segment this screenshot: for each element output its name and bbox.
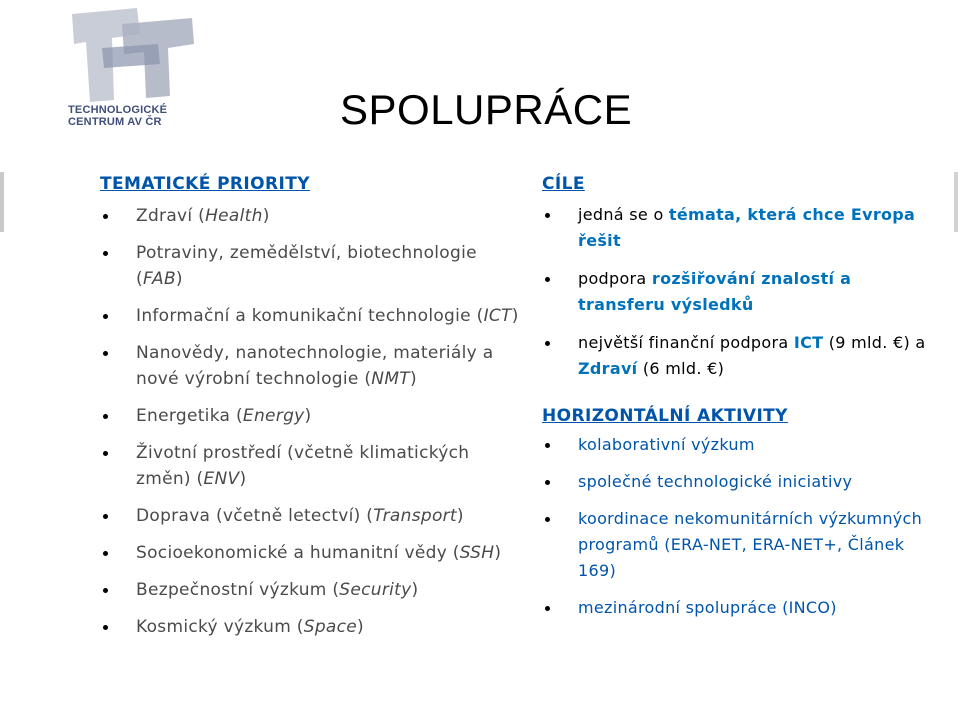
list-item: mezinárodní spolupráce (INCO) — [542, 595, 942, 621]
item-text-end: ) — [262, 206, 270, 226]
item-text-mid: (9 mld. €) a — [823, 333, 926, 352]
item-text-end: ) — [511, 306, 519, 326]
edge-divider-right — [954, 172, 958, 232]
edge-divider-left — [0, 172, 4, 232]
item-text-end: ) — [239, 469, 247, 489]
item-abbr: FAB — [142, 269, 176, 289]
item-abbr: ENV — [203, 469, 240, 489]
item-highlight: rozšiřování znalostí a transferu výsledků — [578, 269, 852, 314]
item-text-end: ) — [494, 543, 502, 563]
list-item — [542, 330, 942, 382]
horizontal-activities-list — [542, 432, 942, 621]
item-text: Bezpečnostní výzkum ( — [136, 580, 340, 600]
logo-text — [68, 104, 198, 128]
logo-icon — [62, 4, 198, 104]
item-text: největší finanční podpora — [578, 333, 794, 352]
list-item — [100, 240, 520, 292]
item-text: Zdraví ( — [136, 206, 206, 226]
item-text-end: ) — [357, 617, 364, 637]
item-text: Doprava (včetně letectví) ( — [136, 506, 374, 526]
item-text: podpora — [578, 269, 652, 288]
item-text: Socioekonomické a humanitní vědy ( — [136, 543, 460, 563]
item-highlight: ICT — [793, 333, 824, 352]
item-text-end: ) — [175, 269, 183, 289]
list-item — [100, 340, 520, 392]
goals-heading: CÍLE — [542, 174, 585, 194]
item-text-end: ) — [409, 369, 417, 389]
item-abbr: Energy — [242, 406, 305, 426]
item-abbr: NMT — [371, 369, 410, 389]
list-item — [100, 614, 520, 640]
list-item — [100, 440, 520, 492]
item-text: Energetika ( — [136, 406, 243, 426]
item-abbr: ICT — [483, 306, 512, 326]
list-item — [100, 503, 520, 529]
list-item — [100, 577, 520, 603]
list-item: koordinace nekomunitárních výzkumných programů (ERA-NET, ERA-NET+, Článek 169) — [542, 506, 942, 584]
item-text: jedná se o — [578, 205, 669, 224]
list-item: kolaborativní výzkum — [542, 432, 942, 458]
thematic-priorities-heading: TEMATICKÉ PRIORITY — [100, 174, 310, 194]
item-text: Potraviny, zemědělství, biotechnologie ( — [136, 243, 477, 289]
page-title: SPOLUPRÁCE — [340, 86, 633, 133]
item-abbr: Security — [339, 580, 412, 600]
item-text-end: ) — [456, 506, 464, 526]
logo-line-1: TECHNOLOGICKÉ — [68, 104, 168, 116]
list-item — [100, 203, 520, 229]
list-item — [542, 202, 942, 254]
thematic-priorities-column — [100, 174, 520, 640]
item-text: Informační a komunikační technologie ( — [136, 306, 484, 326]
goals-list — [542, 202, 942, 382]
goals-column — [542, 174, 942, 621]
item-text: Nanovědy, nanotechnologie, materiály a nové výrobní technologie ( — [136, 343, 494, 389]
priorities-list — [100, 203, 520, 640]
item-abbr: SSH — [459, 543, 495, 563]
item-highlight-2: Zdraví — [578, 359, 638, 378]
item-text-end: ) — [304, 406, 312, 426]
logo — [62, 4, 198, 132]
item-highlight: témata, která chce Evropa řešit — [578, 205, 916, 250]
item-text-end: (6 mld. €) — [637, 359, 725, 378]
logo-line-2: CENTRUM AV ČR — [68, 116, 162, 128]
list-item — [542, 266, 942, 318]
item-abbr: Health — [205, 206, 263, 226]
item-abbr: Space — [303, 617, 358, 637]
item-text-end: ) — [411, 580, 419, 600]
item-text: Kosmický výzkum ( — [136, 617, 304, 637]
horizontal-activities-heading: HORIZONTÁLNÍ AKTIVITY — [542, 406, 788, 426]
item-abbr: Transport — [373, 506, 457, 526]
list-item — [100, 403, 520, 429]
item-text: Životní prostředí (včetně klimatických změn) ( — [136, 443, 470, 489]
list-item — [100, 303, 520, 329]
list-item — [100, 540, 520, 566]
list-item: společné technologické iniciativy — [542, 469, 942, 495]
